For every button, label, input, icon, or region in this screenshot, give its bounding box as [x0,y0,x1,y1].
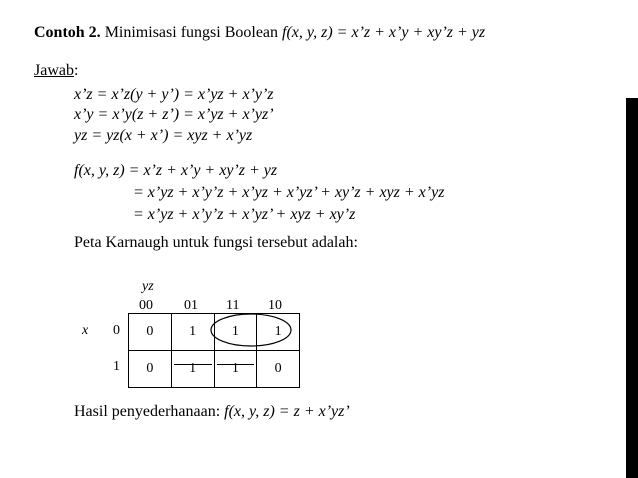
kmap-intro-text: Peta Karnaugh untuk fungsi tersebut adalah: [74,234,358,251]
kmap-column-variable: yz [142,279,154,294]
kmap-column-header: 00 [139,298,153,313]
kmap-cell: 1 [171,351,214,388]
page-title [34,24,485,42]
kmap-column-header: 11 [226,298,240,313]
answer-colon: : [73,62,79,79]
kmap-row-header: 0 [113,323,120,338]
step-line: x’y = x’y(z + z’) = x’yz + x’yz’ [74,106,274,123]
black-accent-bar [626,98,638,478]
kmap-cell: 0 [129,351,172,388]
result-line [74,403,350,421]
kmap-cell: 1 [214,314,257,351]
kmap-cell: 1 [171,314,214,351]
step-line: yz = yz(x + x’) = xyz + x’yz [74,127,253,144]
result-label: Hasil penyederhanaan: [74,403,225,420]
kmap-row-header: 1 [113,359,120,374]
answer-heading [34,62,78,80]
kmap-column-header: 10 [268,298,282,313]
derivation-line: f(x, y, z) = x’z + x’y + xy’z + yz [74,162,278,179]
karnaugh-map [128,313,300,385]
result-expression: f(x, y, z) = z + x’yz’ [224,403,350,420]
kmap-row [129,351,300,388]
kmap-cell: 0 [257,351,300,388]
title-label: Contoh 2. [34,24,101,41]
title-text: Minimisasi fungsi Boolean [100,24,283,41]
karnaugh-map-grid [128,313,300,388]
title-function: f(x, y, z) [282,24,333,41]
answer-label: Jawab [34,62,74,79]
kmap-cell: 0 [129,314,172,351]
kmap-cell: 1 [214,351,257,388]
kmap-row [129,314,300,351]
derivation-line: = x’yz + x’y’z + x’yz’ + xyz + xy’z [133,206,356,223]
title-equation: = x’z + x’y + xy’z + yz [332,24,486,41]
kmap-column-header: 01 [184,298,198,313]
right-edge-bar [626,0,638,478]
kmap-cell: 1 [257,314,300,351]
step-line: x’z = x’z(y + y’) = x’yz + x’y’z [74,86,274,103]
derivation-line: = x’yz + x’y’z + x’yz + x’yz’ + xy’z + xyz + x’yz [133,184,445,201]
kmap-row-variable: x [82,323,89,338]
